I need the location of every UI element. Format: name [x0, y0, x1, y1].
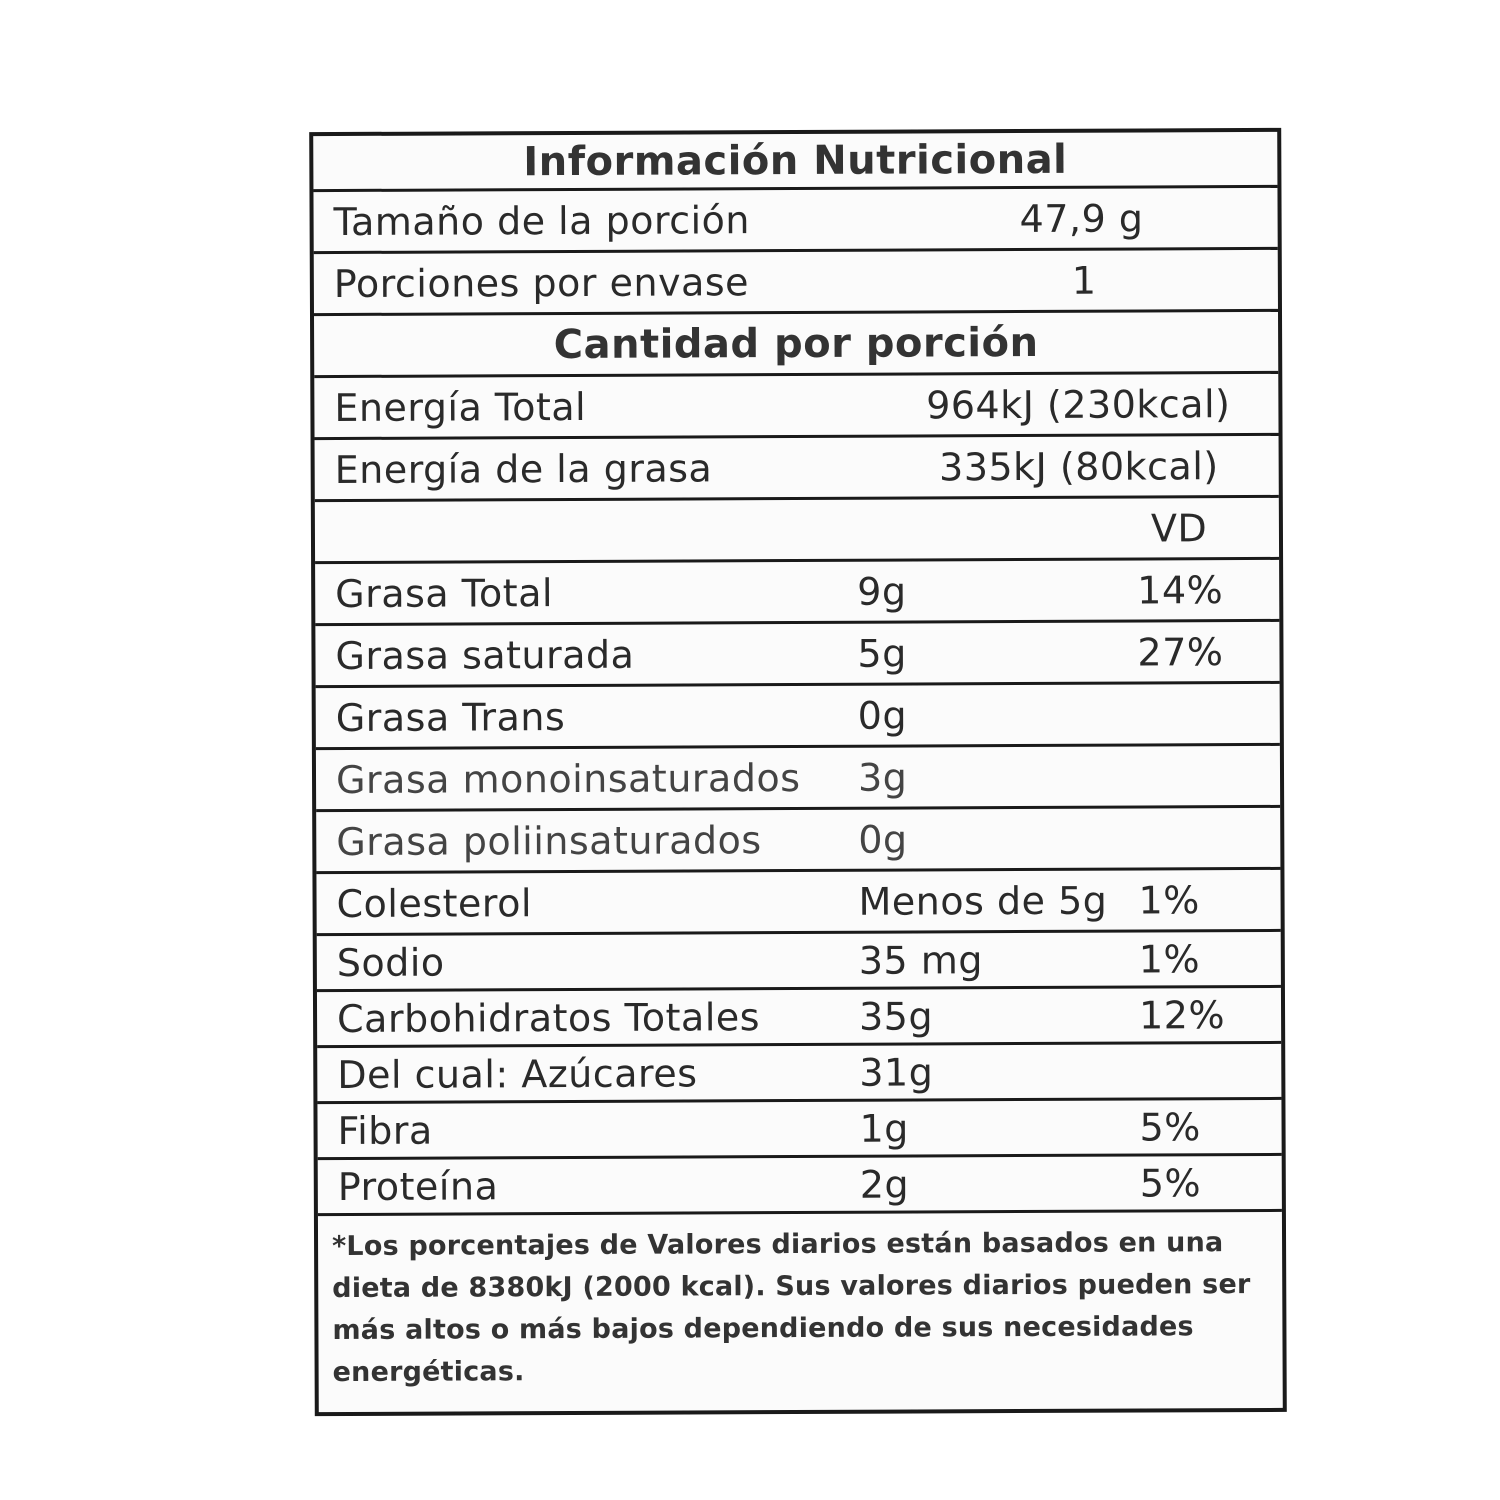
- vd-header-row: [315, 498, 1279, 564]
- nutrient-name: Proteína: [337, 1163, 499, 1209]
- nutrient-name: Grasa poliinsaturados: [336, 817, 762, 864]
- daily-value-footnote: *Los porcentajes de Valores diarios están basados en una dieta de 8380kJ (2000 kcal). Sus valores diarios pueden ser más altos o más bajos dependiendo de sus necesidades energéticas.: [331, 1227, 1251, 1389]
- nutrient-vd: 5%: [1139, 1160, 1202, 1206]
- nutrient-name: Carbohidratos Totales: [336, 994, 761, 1041]
- energy-fat-value: 335kJ (80kcal): [938, 443, 1219, 489]
- nutrient-row: [316, 870, 1280, 936]
- nutrient-name: Fibra: [337, 1108, 433, 1153]
- amount-header-row: [314, 312, 1278, 378]
- servings-per-pack-value: 1: [1071, 258, 1097, 303]
- label-title: Información Nutricional: [523, 136, 1068, 185]
- nutrient-row: [316, 684, 1280, 750]
- nutrition-label: [309, 128, 1287, 1416]
- nutrient-row: [318, 1156, 1282, 1216]
- nutrient-vd: 5%: [1139, 1104, 1201, 1150]
- nutrient-row: [316, 808, 1280, 874]
- nutrient-row: [317, 1100, 1281, 1160]
- nutrient-amount: 3g: [857, 755, 908, 800]
- energy-fat-row: [315, 436, 1279, 502]
- serving-size-label: Tamaño de la porción: [333, 197, 751, 244]
- nutrient-name: Grasa monoinsaturados: [335, 755, 801, 802]
- label-title-row: [313, 132, 1277, 192]
- nutrient-row: [317, 1044, 1281, 1104]
- nutrient-amount: 0g: [857, 693, 908, 738]
- nutrient-name: Grasa Trans: [335, 694, 566, 740]
- nutrient-amount: 2g: [859, 1162, 910, 1207]
- servings-per-pack-row: [314, 250, 1278, 316]
- serving-size-row: [313, 188, 1277, 254]
- nutrient-amount: 35 mg: [858, 937, 983, 983]
- nutrient-vd: 14%: [1137, 567, 1224, 613]
- energy-fat-label: Energía de la grasa: [334, 445, 713, 492]
- serving-size-value: 47,9 g: [1019, 195, 1144, 241]
- nutrient-vd: 12%: [1138, 992, 1226, 1038]
- nutrient-row: [315, 560, 1279, 626]
- servings-per-pack-label: Porciones por envase: [333, 259, 750, 306]
- nutrient-vd: 1%: [1138, 877, 1200, 923]
- amount-header: Cantidad por porción: [553, 319, 1039, 368]
- nutrient-amount: 35g: [858, 993, 934, 1039]
- nutrient-name: Del cual: Azúcares: [337, 1050, 698, 1097]
- nutrient-name: Grasa Total: [335, 570, 554, 616]
- nutrient-name: Colesterol: [336, 880, 533, 926]
- energy-total-label: Energía Total: [334, 384, 587, 430]
- nutrient-row: [316, 746, 1280, 812]
- energy-total-value: 964kJ (230kcal): [926, 381, 1231, 427]
- nutrient-list: [315, 560, 1282, 1216]
- nutrient-amount: 9g: [857, 569, 907, 614]
- nutrient-amount: 5g: [857, 631, 907, 676]
- nutrient-vd: 1%: [1138, 936, 1201, 982]
- nutrient-amount: 0g: [858, 817, 908, 862]
- vd-header: VD: [1150, 505, 1208, 550]
- nutrient-name: Grasa saturada: [335, 632, 635, 678]
- nutrient-vd: 27%: [1137, 629, 1224, 675]
- nutrient-amount: Menos de 5g: [858, 878, 1108, 924]
- nutrient-amount: 1g: [859, 1106, 909, 1151]
- nutrient-amount: 31g: [859, 1049, 934, 1095]
- nutrient-row: [317, 988, 1281, 1048]
- nutrient-name: Sodio: [336, 940, 445, 985]
- energy-total-row: [314, 374, 1278, 440]
- nutrient-row: [317, 932, 1281, 992]
- nutrient-row: [315, 622, 1279, 688]
